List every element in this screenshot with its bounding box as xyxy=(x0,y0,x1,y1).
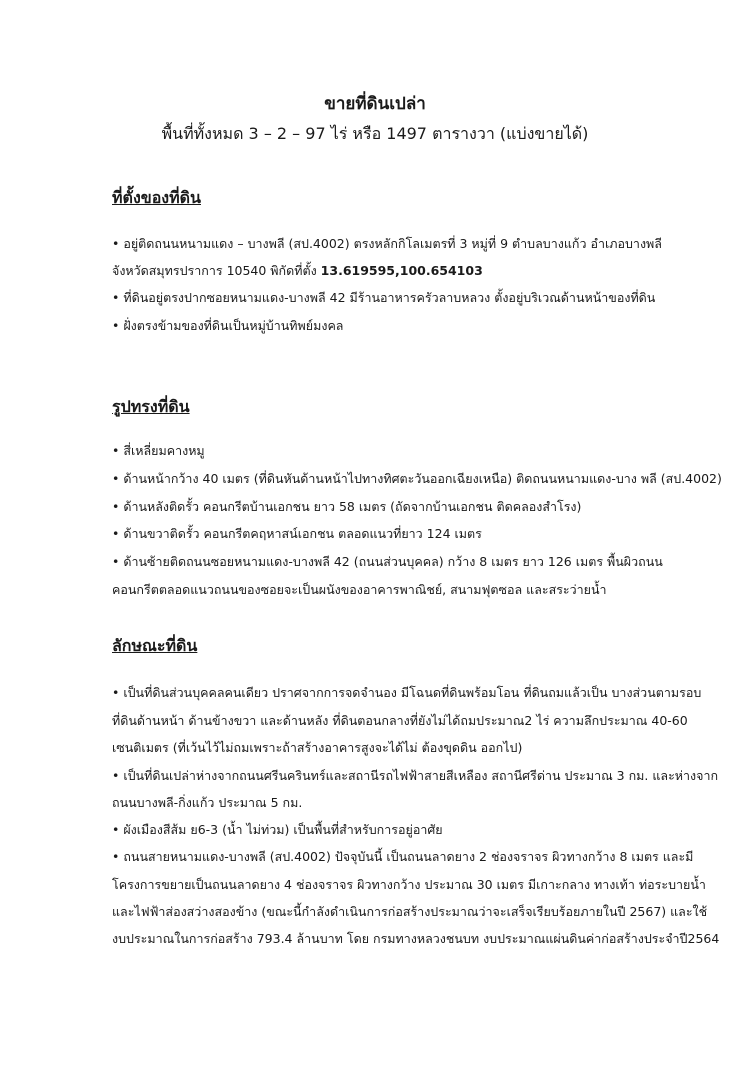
characteristics-line-5: ถนนบางพลี-กิ่งแก้ว ประมาณ 5 กม. xyxy=(112,795,303,810)
shape-heading: รูปทรงที่ดิน xyxy=(112,397,190,416)
characteristics-line-4: • เป็นที่ดินเปล่าห่างจากถนนศรีนครินทร์และสถานีรถไฟฟ้าสายสีเหลือง สถานีศรีด่าน ประมาณ 3 กม. และห่างจาก xyxy=(112,768,719,783)
shape-line-5: • ด้านซ้ายติดถนนซอยหนามแดง-บางพลี 42 (ถนนส่วนบุคคล) กว้าง 8 เมตร ยาว 126 เมตร พื้นผิวถนน xyxy=(112,554,663,569)
location-line-4: • ฝั่งตรงข้ามของที่ดินเป็นหมู่บ้านทิพย์มงคล xyxy=(112,318,344,333)
characteristics-line-10: งบประมาณในการก่อสร้าง 793.4 ล้านบาท โดย กรมทางหลวงชนบท งบประมาณแผ่นดินค่าก่อสร้างประจำปี2564 xyxy=(112,931,720,946)
document-title: ขายที่ดินเปล่า xyxy=(324,94,426,114)
shape-line-6: คอนกรีตตลอดแนวถนนของซอยจะเป็นผนังของอาคารพาณิชย์, สนามฟุตซอล และสระว่ายน้ำ xyxy=(112,582,607,597)
location-coordinates: 13.619595,100.654103 xyxy=(320,263,483,278)
characteristics-line-7: • ถนนสายหนามแดง-บางพลี (สป.4002) ปัจจุบันนี้ เป็นถนนลาดยาง 2 ช่องจราจร ผิวทางกว้าง 8 เมตร และมี xyxy=(112,849,694,864)
location-line-1: • อยู่ติดถนนหนามแดง – บางพลี (สป.4002) ตรงหลักกิโลเมตรที่ 3 หมู่ที่ 9 ตำบลบางแก้ว อำเภอบางพลี xyxy=(112,236,662,251)
characteristics-line-3: เซนติเมตร (ที่เว้นไว้ไม่ถมเพราะถ้าสร้างอาคารสูงจะได้ไม่ ต้องขุดดิน ออกไป) xyxy=(112,740,523,755)
shape-line-1: • สี่เหลี่ยมคางหมู xyxy=(112,443,205,458)
characteristics-line-1: • เป็นที่ดินส่วนบุคคลคนเดียว ปราศจากการจดจำนอง มีโฉนดที่ดินพร้อมโอน ที่ดินถมแล้วเป็น บางส่วนตามรอบ xyxy=(112,685,702,700)
shape-line-4: • ด้านขวาติดรั้ว คอนกรีตคฤหาสน์เอกชน ตลอดแนวที่ยาว 124 เมตร xyxy=(112,526,482,541)
location-heading: ที่ตั้งของที่ดิน xyxy=(112,188,201,207)
document-subtitle: พื้นที่ทั้งหมด 3 – 2 – 97 ไร่ หรือ 1497 ตารางวา (แบ่งขายได้) xyxy=(161,124,589,143)
characteristics-line-6: • ผังเมืองสีส้ม ย6-3 (น้ำ ไม่ท่วม) เป็นพื้นที่สำหรับการอยู่อาศัย xyxy=(112,822,443,837)
location-line-2 xyxy=(112,260,483,282)
location-line-3: • ที่ดินอยู่ตรงปากซอยหนามแดง-บางพลี 42 มีร้านอาหารครัวลาบหลวง ตั้งอยู่บริเวณด้านหน้าของที่ดิน xyxy=(112,290,656,305)
characteristics-heading: ลักษณะที่ดิน xyxy=(112,636,198,655)
characteristics-line-9: และไฟฟ้าส่องสว่างสองข้าง (ขณะนี้กำลังดำเนินการก่อสร้างประมาณว่าจะเสร็จเรียบร้อยภายในปี 2567) และใช้ xyxy=(112,904,708,919)
characteristics-line-8: โครงการขยายเป็นถนนลาดยาง 4 ช่องจราจร ผิวทางกว้าง ประมาณ 30 เมตร มีเกาะกลาง ทางเท้า ท่อระบายน้ำ xyxy=(112,877,706,892)
location-line-2-text: จังหวัดสมุทรปราการ 10540 พิกัดที่ตั้ง xyxy=(112,263,321,278)
shape-line-3: • ด้านหลังติดรั้ว คอนกรีตบ้านเอกชน ยาว 58 เมตร (ถัดจากบ้านเอกชน ติดคลองสำโรง) xyxy=(112,499,582,514)
shape-line-2: • ด้านหน้ากว้าง 40 เมตร (ที่ดินหันด้านหน้าไปทางทิศตะวันออกเฉียงเหนือ) ติดถนนหนามแดง-บาง พลี (สป.4002) xyxy=(112,471,722,486)
characteristics-line-2: ที่ดินด้านหน้า ด้านข้างขวา และด้านหลัง ที่ดินตอนกลางที่ยังไม่ได้ถมประมาณ2 ไร่ ความลึกประมาณ 40-60 xyxy=(112,713,688,728)
